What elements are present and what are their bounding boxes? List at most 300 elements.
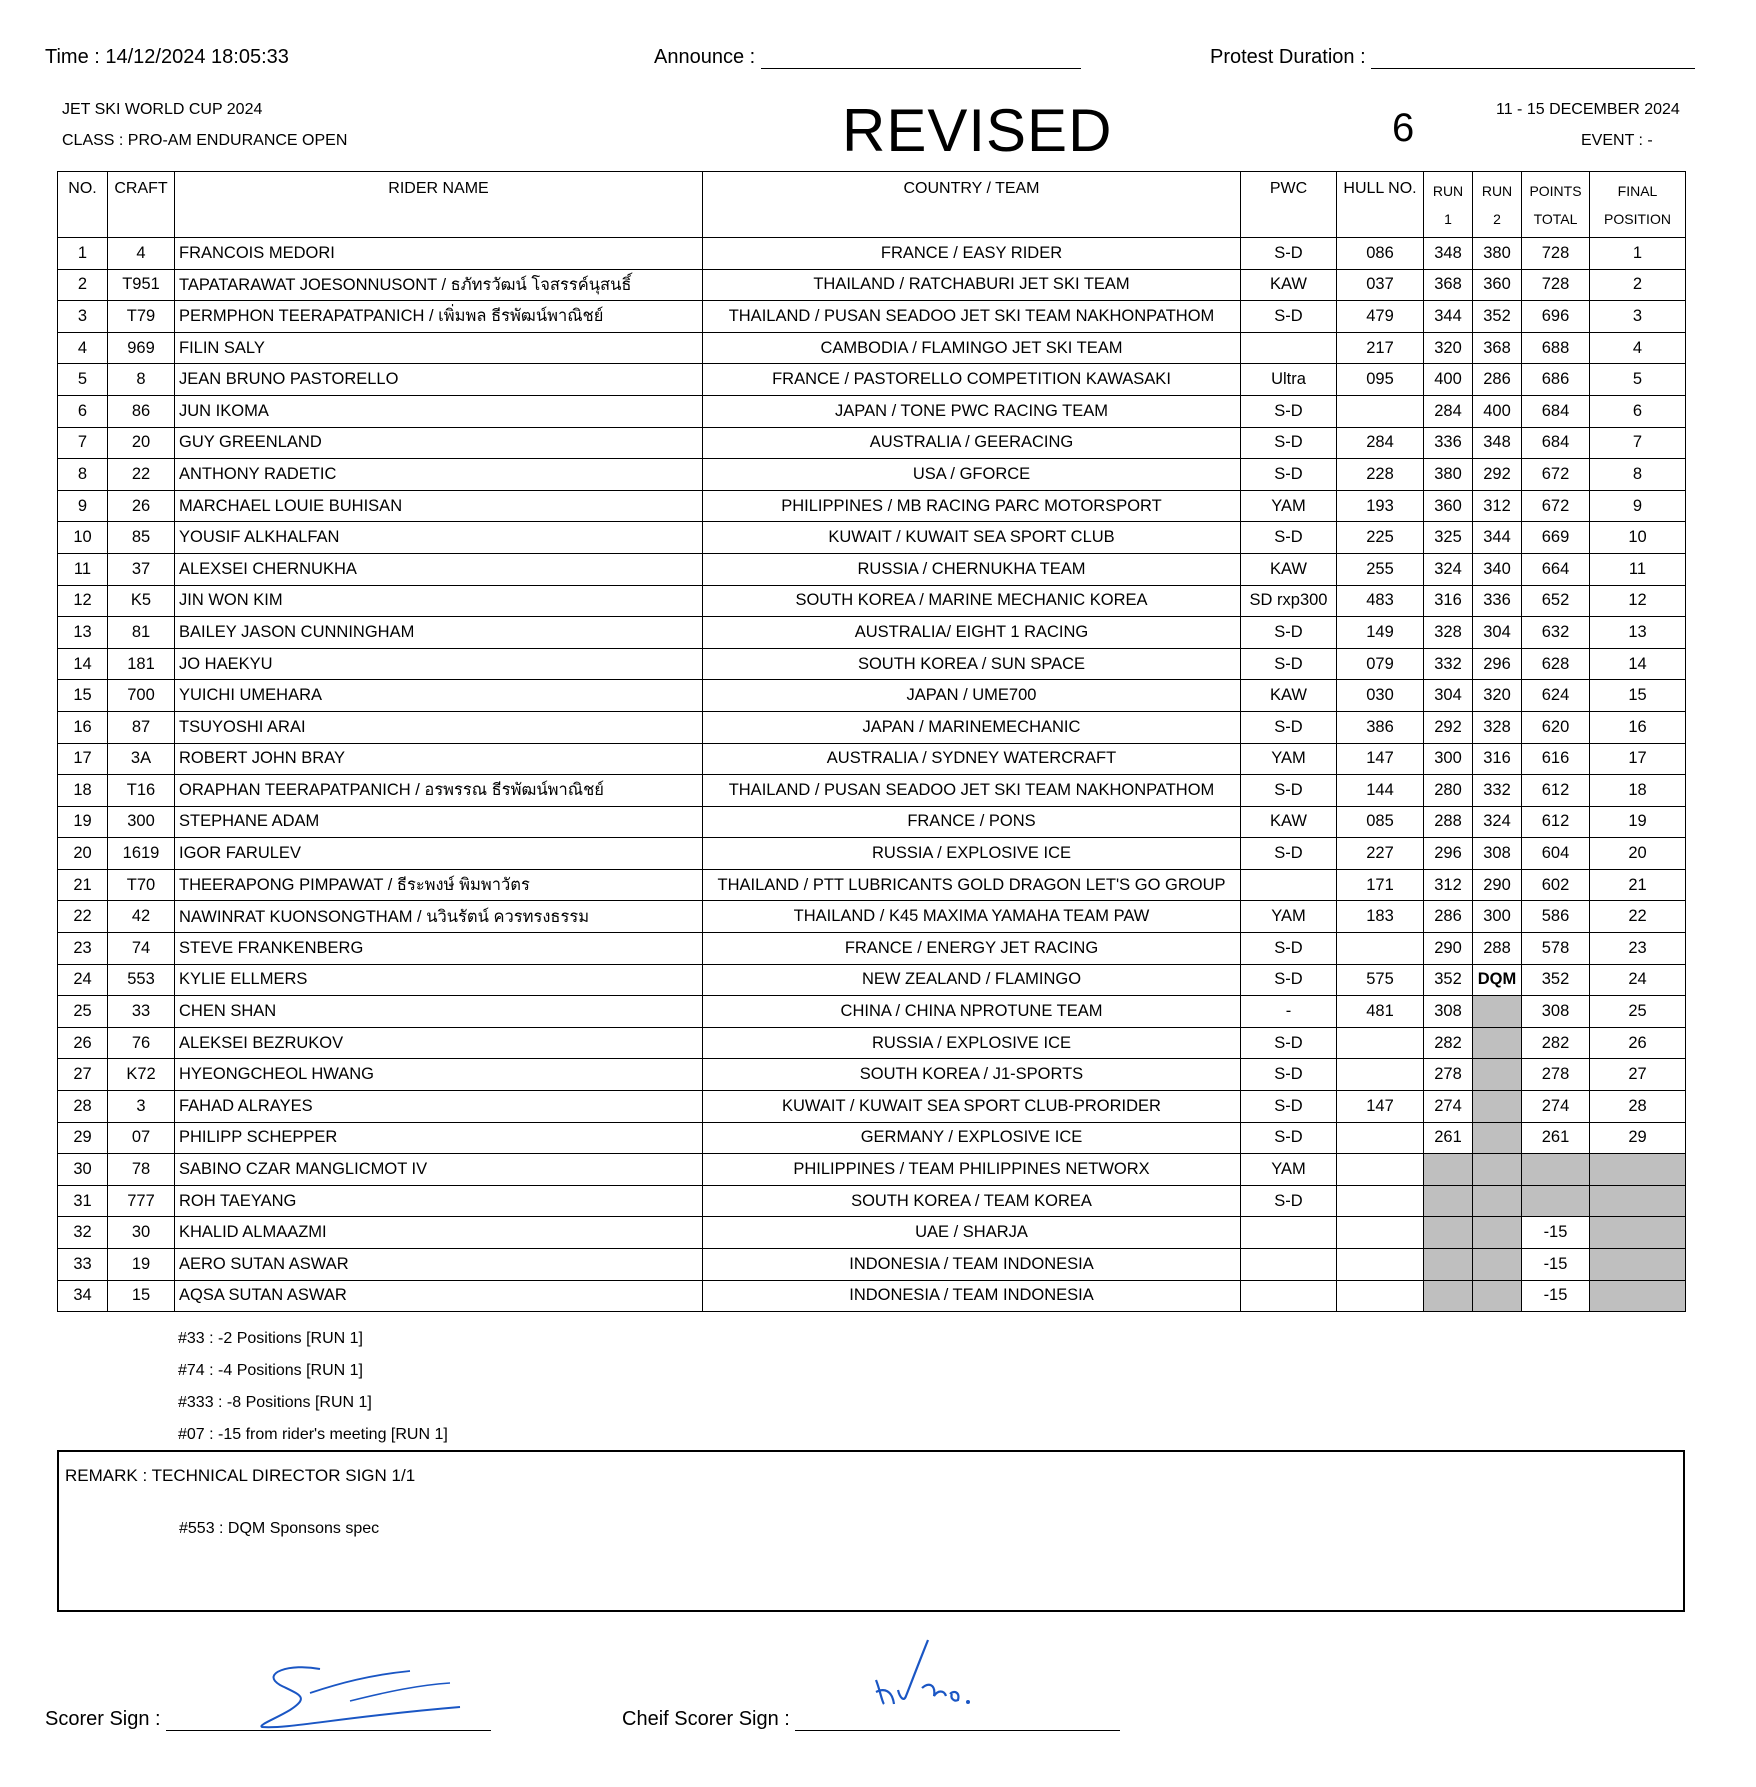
cell-total: 652 [1522,585,1590,617]
cell-total: 274 [1522,1091,1590,1123]
cell-run2 [1473,1185,1522,1217]
cell-pwc [1241,332,1337,364]
cell-craft: 81 [108,617,175,649]
cell-no: 14 [58,648,108,680]
cell-country: THAILAND / RATCHABURI JET SKI TEAM [703,269,1241,301]
cell-rider: ROH TAEYANG [175,1185,703,1217]
cell-no: 4 [58,332,108,364]
table-row [58,553,1686,585]
cell-hull: 171 [1337,869,1424,901]
cell-pos: 7 [1590,427,1686,459]
col-hull: HULL NO. [1337,172,1424,238]
cell-pwc: S-D [1241,1059,1337,1091]
cell-pwc: S-D [1241,301,1337,333]
cell-rider: ALEKSEI BEZRUKOV [175,1027,703,1059]
protest-field [1210,46,1695,69]
cell-country: JAPAN / MARINEMECHANIC [703,711,1241,743]
cell-craft: 87 [108,711,175,743]
remark-text: #553 : DQM Sponsons spec [179,1520,380,1537]
cell-hull [1337,1059,1424,1091]
cell-run1 [1424,1249,1473,1281]
cell-hull: 483 [1337,585,1424,617]
cell-rider: ALEXSEI CHERNUKHA [175,553,703,585]
cell-total: -15 [1522,1249,1590,1281]
cell-no: 32 [58,1217,108,1249]
cell-craft: 1619 [108,838,175,870]
cell-rider: MARCHAEL LOUIE BUHISAN [175,490,703,522]
cell-pos: 21 [1590,869,1686,901]
event-dates: 11 - 15 DECEMBER 2024 [1496,101,1680,118]
remark-box [57,1450,1685,1612]
cell-rider: TSUYOSHI ARAI [175,711,703,743]
protest-label: Protest Duration : [1210,46,1366,68]
cell-country: THAILAND / PUSAN SEADOO JET SKI TEAM NAKHONPATHOM [703,775,1241,807]
cell-total: 578 [1522,933,1590,965]
cell-run1: 282 [1424,1027,1473,1059]
cell-craft: 78 [108,1154,175,1186]
cell-country: CAMBODIA / FLAMINGO JET SKI TEAM [703,332,1241,364]
col-pwc: PWC [1241,172,1337,238]
cell-no: 5 [58,364,108,396]
table-row [58,1154,1686,1186]
event-label: EVENT : - [1581,132,1653,149]
cell-pwc: S-D [1241,775,1337,807]
cell-craft: T79 [108,301,175,333]
table-row [58,775,1686,807]
cell-rider: CHEN SHAN [175,996,703,1028]
cell-no: 13 [58,617,108,649]
cell-hull: 149 [1337,617,1424,649]
cell-rider: AERO SUTAN ASWAR [175,1249,703,1281]
cell-hull: 284 [1337,427,1424,459]
chief-scorer-sign-label: Cheif Scorer Sign : [622,1708,790,1730]
cell-hull: 147 [1337,1091,1424,1123]
cell-pwc: S-D [1241,648,1337,680]
cell-run2: 292 [1473,459,1522,491]
cell-no: 7 [58,427,108,459]
cell-pwc: KAW [1241,806,1337,838]
cell-run2: 312 [1473,490,1522,522]
cell-craft: 300 [108,806,175,838]
cell-craft: 777 [108,1185,175,1217]
cell-hull: 386 [1337,711,1424,743]
cell-pos: 12 [1590,585,1686,617]
cell-rider: KYLIE ELLMERS [175,964,703,996]
cell-rider: GUY GREENLAND [175,427,703,459]
table-row [58,1122,1686,1154]
cell-rider: KHALID ALMAAZMI [175,1217,703,1249]
cell-rider: YOUSIF ALKHALFAN [175,522,703,554]
cell-pwc: S-D [1241,838,1337,870]
cell-rider: THEERAPONG PIMPAWAT / ธีระพงษ์ พิมพาวัตร [175,869,703,901]
cell-hull [1337,1280,1424,1312]
cell-pos: 23 [1590,933,1686,965]
cell-run2: 344 [1473,522,1522,554]
cell-run1: 290 [1424,933,1473,965]
cell-no: 21 [58,869,108,901]
table-row [58,1059,1686,1091]
table-row [58,490,1686,522]
cell-craft: 07 [108,1122,175,1154]
cell-country: AUSTRALIA / SYDNEY WATERCRAFT [703,743,1241,775]
cell-hull: 575 [1337,964,1424,996]
cell-rider: PHILIPP SCHEPPER [175,1122,703,1154]
cell-run1: 368 [1424,269,1473,301]
col-craft: CRAFT [108,172,175,238]
cell-run2 [1473,1154,1522,1186]
table-row [58,522,1686,554]
cell-run2: 348 [1473,427,1522,459]
cell-pwc: S-D [1241,1185,1337,1217]
cell-run2: DQM [1473,964,1522,996]
table-row [58,648,1686,680]
cell-pwc: S-D [1241,427,1337,459]
cell-rider: BAILEY JASON CUNNINGHAM [175,617,703,649]
cell-rider: ORAPHAN TEERAPATPANICH / อรพรรณ ธีรพัฒน์พาณิชย์ [175,775,703,807]
cell-total: 308 [1522,996,1590,1028]
note-1: #33 : -2 Positions [RUN 1] [178,1330,363,1347]
cell-hull: 086 [1337,238,1424,270]
scorer-sign-label: Scorer Sign : [45,1708,161,1730]
cell-pwc: YAM [1241,743,1337,775]
cell-country: FRANCE / PASTORELLO COMPETITION KAWASAKI [703,364,1241,396]
cell-total: 728 [1522,238,1590,270]
revised-title: REVISED [842,97,1113,164]
cell-total: -15 [1522,1280,1590,1312]
cell-country: THAILAND / PTT LUBRICANTS GOLD DRAGON LET'S GO GROUP [703,869,1241,901]
chief-scorer-sign-line [795,1712,1120,1731]
cell-pwc: KAW [1241,680,1337,712]
cell-craft: T70 [108,869,175,901]
cell-hull: 147 [1337,743,1424,775]
cell-country: UAE / SHARJA [703,1217,1241,1249]
table-row [58,427,1686,459]
cell-craft: 42 [108,901,175,933]
cell-pwc: S-D [1241,459,1337,491]
cell-rider: PERMPHON TEERAPATPANICH / เพิ่มพล ธีรพัฒน์พาณิชย์ [175,301,703,333]
note-2: #74 : -4 Positions [RUN 1] [178,1362,363,1379]
cell-rider: FILIN SALY [175,332,703,364]
col-points-top: POINTS [1529,182,1582,199]
cell-hull [1337,1185,1424,1217]
table-row [58,332,1686,364]
cell-no: 1 [58,238,108,270]
cell-run1: 332 [1424,648,1473,680]
table-row [58,585,1686,617]
cell-craft: 3 [108,1091,175,1123]
cell-rider: ANTHONY RADETIC [175,459,703,491]
announce-field [654,46,1081,69]
cell-country: SOUTH KOREA / J1-SPORTS [703,1059,1241,1091]
table-row [58,743,1686,775]
cell-total: 616 [1522,743,1590,775]
cell-run2: 290 [1473,869,1522,901]
cell-total: 620 [1522,711,1590,743]
table-row [58,806,1686,838]
cell-no: 9 [58,490,108,522]
cell-run1: 328 [1424,617,1473,649]
cell-hull: 225 [1337,522,1424,554]
cell-run2: 304 [1473,617,1522,649]
cell-pos: 8 [1590,459,1686,491]
cell-no: 22 [58,901,108,933]
protest-line [1371,50,1695,69]
cell-hull: 095 [1337,364,1424,396]
cell-country: KUWAIT / KUWAIT SEA SPORT CLUB [703,522,1241,554]
cell-total: 612 [1522,775,1590,807]
cell-country: PHILIPPINES / MB RACING PARC MOTORSPORT [703,490,1241,522]
cell-pwc: S-D [1241,1027,1337,1059]
cell-hull [1337,1122,1424,1154]
cell-run2 [1473,996,1522,1028]
table-row [58,459,1686,491]
cell-run1: 286 [1424,901,1473,933]
cell-pwc: S-D [1241,617,1337,649]
col-run1-bottom: 1 [1444,210,1452,227]
cell-country: NEW ZEALAND / FLAMINGO [703,964,1241,996]
cell-pos: 14 [1590,648,1686,680]
chief-scorer-sign [622,1708,1120,1731]
cell-rider: AQSA SUTAN ASWAR [175,1280,703,1312]
cell-craft: 26 [108,490,175,522]
cell-no: 6 [58,395,108,427]
results-table [57,171,1686,1312]
cell-total: 261 [1522,1122,1590,1154]
cell-pwc: YAM [1241,490,1337,522]
cell-rider: IGOR FARULEV [175,838,703,870]
cell-run2: 352 [1473,301,1522,333]
cell-pos: 27 [1590,1059,1686,1091]
cell-run1: 316 [1424,585,1473,617]
cell-run2: 340 [1473,553,1522,585]
cell-pwc: YAM [1241,901,1337,933]
table-row [58,1249,1686,1281]
cell-pos: 19 [1590,806,1686,838]
cell-no: 8 [58,459,108,491]
table-row [58,1185,1686,1217]
cell-run2: 316 [1473,743,1522,775]
table-row [58,838,1686,870]
cell-run2: 286 [1473,364,1522,396]
cell-pos: 13 [1590,617,1686,649]
cell-hull: 193 [1337,490,1424,522]
cell-country: USA / GFORCE [703,459,1241,491]
cell-pwc: KAW [1241,269,1337,301]
cell-run1: 352 [1424,964,1473,996]
cell-run1: 296 [1424,838,1473,870]
table-row [58,964,1686,996]
cell-run2 [1473,1059,1522,1091]
cell-run2: 328 [1473,711,1522,743]
cell-run1: 344 [1424,301,1473,333]
cell-total: 602 [1522,869,1590,901]
cell-total: 586 [1522,901,1590,933]
cell-rider: SABINO CZAR MANGLICMOT IV [175,1154,703,1186]
cell-hull: 228 [1337,459,1424,491]
cell-total: 672 [1522,490,1590,522]
cell-run1 [1424,1154,1473,1186]
cell-pwc: SD rxp300 [1241,585,1337,617]
cell-pos: 11 [1590,553,1686,585]
cell-pos [1590,1185,1686,1217]
cell-country: AUSTRALIA / GEERACING [703,427,1241,459]
cell-run2: 360 [1473,269,1522,301]
cell-total: 669 [1522,522,1590,554]
cell-pos: 29 [1590,1122,1686,1154]
cell-craft: 86 [108,395,175,427]
announce-label: Announce : [654,46,756,68]
cell-hull: 217 [1337,332,1424,364]
cell-rider: JO HAEKYU [175,648,703,680]
cell-no: 23 [58,933,108,965]
note-3: #333 : -8 Positions [RUN 1] [178,1394,372,1411]
cell-pos: 26 [1590,1027,1686,1059]
cell-no: 27 [58,1059,108,1091]
cell-pos: 15 [1590,680,1686,712]
cell-run2: 324 [1473,806,1522,838]
cell-hull [1337,933,1424,965]
cell-country: SOUTH KOREA / TEAM KOREA [703,1185,1241,1217]
cell-no: 26 [58,1027,108,1059]
cell-pwc: S-D [1241,933,1337,965]
cell-country: THAILAND / K45 MAXIMA YAMAHA TEAM PAW [703,901,1241,933]
table-row [58,1217,1686,1249]
col-run2 [1473,172,1522,238]
col-points [1522,172,1590,238]
cell-run2: 308 [1473,838,1522,870]
cell-pwc: S-D [1241,1091,1337,1123]
cell-pos: 2 [1590,269,1686,301]
cell-total: 686 [1522,364,1590,396]
cell-pos [1590,1154,1686,1186]
cell-run1: 284 [1424,395,1473,427]
cell-pwc: - [1241,996,1337,1028]
cell-hull: 481 [1337,996,1424,1028]
cell-run2 [1473,1122,1522,1154]
cell-craft: 22 [108,459,175,491]
announce-line [761,50,1081,69]
remark-title: REMARK : TECHNICAL DIRECTOR SIGN 1/1 [65,1466,416,1485]
cell-run2: 336 [1473,585,1522,617]
cell-run1: 280 [1424,775,1473,807]
col-run1 [1424,172,1473,238]
cell-country: SOUTH KOREA / MARINE MECHANIC KOREA [703,585,1241,617]
cell-total: 604 [1522,838,1590,870]
table-row [58,680,1686,712]
cell-pwc: Ultra [1241,364,1337,396]
cell-craft: 700 [108,680,175,712]
note-4: #07 : -15 from rider's meeting [RUN 1] [178,1426,448,1443]
cell-rider: NAWINRAT KUONSONGTHAM / นวินรัตน์ ควรทรงธรรม [175,901,703,933]
cell-run1: 288 [1424,806,1473,838]
cell-hull: 037 [1337,269,1424,301]
cell-run1 [1424,1280,1473,1312]
cell-country: FRANCE / PONS [703,806,1241,838]
cell-hull: 255 [1337,553,1424,585]
cell-run1: 320 [1424,332,1473,364]
cell-country: CHINA / CHINA NPROTUNE TEAM [703,996,1241,1028]
cell-craft: 3A [108,743,175,775]
cell-pos [1590,1280,1686,1312]
cell-run1: 274 [1424,1091,1473,1123]
cell-total [1522,1185,1590,1217]
cell-run2 [1473,1280,1522,1312]
cell-no: 31 [58,1185,108,1217]
cell-no: 16 [58,711,108,743]
cell-no: 30 [58,1154,108,1186]
cell-run2: 332 [1473,775,1522,807]
cell-no: 10 [58,522,108,554]
cell-country: AUSTRALIA/ EIGHT 1 RACING [703,617,1241,649]
cell-no: 20 [58,838,108,870]
event-name: JET SKI WORLD CUP 2024 [62,101,263,118]
cell-run2 [1473,1217,1522,1249]
col-rider: RIDER NAME [175,172,703,238]
cell-hull [1337,1027,1424,1059]
cell-pwc [1241,1249,1337,1281]
cell-run2: 288 [1473,933,1522,965]
cell-pos: 5 [1590,364,1686,396]
col-final-top: FINAL [1617,182,1658,199]
cell-rider: STEPHANE ADAM [175,806,703,838]
class-label: CLASS : PRO-AM ENDURANCE OPEN [62,132,348,149]
cell-craft: 19 [108,1249,175,1281]
cell-craft: 8 [108,364,175,396]
scorer-signature [250,1655,470,1735]
col-run1-top: RUN [1432,182,1464,199]
cell-run1: 304 [1424,680,1473,712]
cell-craft: 33 [108,996,175,1028]
cell-pos: 10 [1590,522,1686,554]
cell-total: 628 [1522,648,1590,680]
cell-total: 684 [1522,427,1590,459]
cell-hull [1337,395,1424,427]
cell-pos: 22 [1590,901,1686,933]
cell-pos: 20 [1590,838,1686,870]
cell-run1: 324 [1424,553,1473,585]
table-row [58,1280,1686,1312]
cell-no: 17 [58,743,108,775]
cell-pos: 4 [1590,332,1686,364]
table-row [58,1027,1686,1059]
cell-hull: 227 [1337,838,1424,870]
cell-run1: 348 [1424,238,1473,270]
cell-pos: 6 [1590,395,1686,427]
cell-total: 282 [1522,1027,1590,1059]
cell-country: PHILIPPINES / TEAM PHILIPPINES NETWORX [703,1154,1241,1186]
cell-no: 29 [58,1122,108,1154]
cell-rider: JIN WON KIM [175,585,703,617]
cell-rider: FAHAD ALRAYES [175,1091,703,1123]
table-row [58,933,1686,965]
time-label: Time : 14/12/2024 18:05:33 [45,46,289,68]
cell-pos: 17 [1590,743,1686,775]
cell-run1: 380 [1424,459,1473,491]
cell-no: 24 [58,964,108,996]
cell-run2: 320 [1473,680,1522,712]
cell-pwc: YAM [1241,1154,1337,1186]
cell-rider: ROBERT JOHN BRAY [175,743,703,775]
cell-hull: 183 [1337,901,1424,933]
cell-pwc: S-D [1241,238,1337,270]
cell-total [1522,1154,1590,1186]
col-country: COUNTRY / TEAM [703,172,1241,238]
cell-total: 632 [1522,617,1590,649]
cell-run1: 278 [1424,1059,1473,1091]
table-row [58,269,1686,301]
cell-total: 688 [1522,332,1590,364]
cell-country: RUSSIA / EXPLOSIVE ICE [703,1027,1241,1059]
